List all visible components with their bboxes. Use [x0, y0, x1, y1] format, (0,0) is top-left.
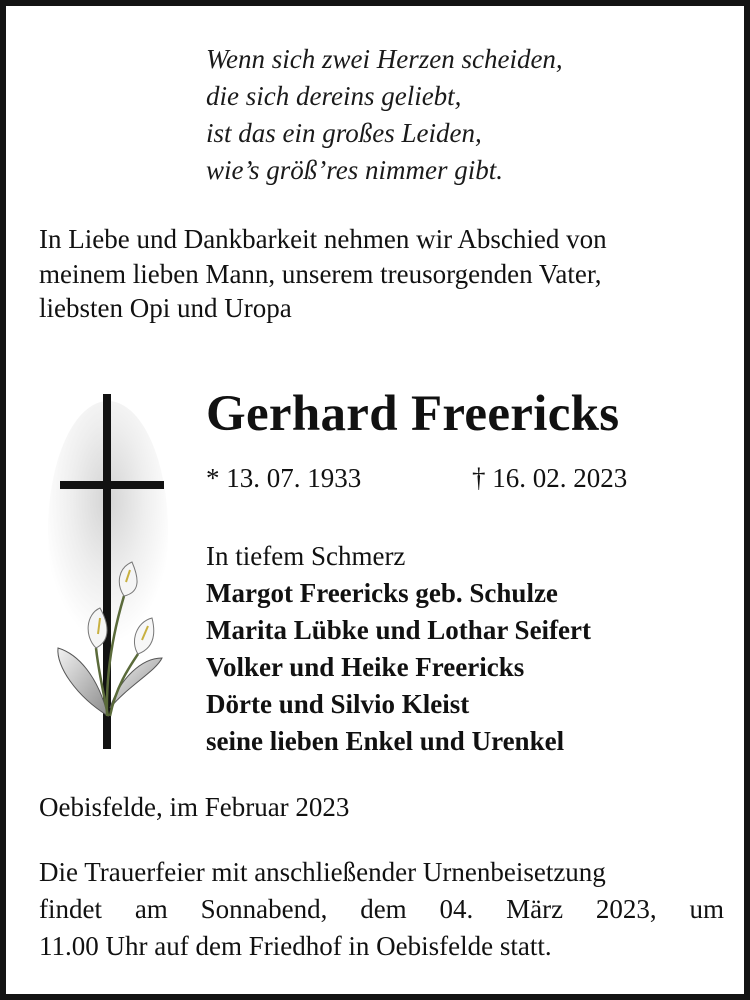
death-date: † 16. 02. 2023 — [472, 463, 628, 493]
intro-line: In Liebe und Dankbarkeit nehmen wir Abschied von — [39, 224, 607, 254]
mourner-name: Dörte und Silvio Kleist — [206, 689, 470, 719]
intro-line: meinem lieben Mann, unserem treusorgenden Vater, — [39, 258, 602, 289]
farewell-intro — [39, 222, 729, 326]
mourners — [206, 538, 591, 760]
mourner-name: Marita Lübke und Lothar Seifert — [206, 615, 592, 645]
funeral-line: Die Trauerfeier mit anschließender Urnenbeisetzung — [39, 857, 606, 887]
birth-date: * 13. 07. 1933 — [206, 463, 362, 493]
mourner-name: Volker und Heike Freericks — [206, 652, 525, 682]
funeral-word: Sonnabend, — [200, 894, 328, 924]
place-date: Oebisfelde, im Februar 2023 — [39, 792, 350, 822]
funeral-word: dem — [360, 894, 407, 924]
intro-line: liebsten Opi und Uropa — [39, 293, 292, 323]
poem-line: wie’s größ’res nimmer gibt. — [206, 155, 503, 185]
funeral-word: um — [689, 894, 724, 924]
mourner-name: Margot Freericks geb. Schulze — [206, 578, 558, 608]
funeral-word: 2023, — [595, 894, 657, 924]
funeral-line: 11.00 Uhr auf dem Friedhof in Oebisfelde statt. — [39, 931, 552, 961]
poem-line: die sich dereins geliebt, — [206, 81, 462, 111]
mourner-name: seine lieben Enkel und Urenkel — [206, 726, 565, 756]
funeral-line-justified — [39, 891, 724, 928]
mourners-heading: In tiefem Schmerz — [206, 541, 406, 571]
poem-line: Wenn sich zwei Herzen scheiden, — [206, 44, 563, 74]
deceased-name: Gerhard Freericks — [206, 386, 620, 442]
poem — [206, 41, 563, 189]
funeral-word: März — [506, 894, 564, 924]
funeral-notice — [39, 854, 724, 965]
cross-with-calla-lilies-icon — [46, 386, 176, 766]
poem-line: ist das ein großes Leiden, — [206, 118, 482, 148]
funeral-word: findet — [39, 894, 102, 924]
funeral-word: 04. — [439, 894, 474, 924]
funeral-word: am — [134, 894, 168, 924]
